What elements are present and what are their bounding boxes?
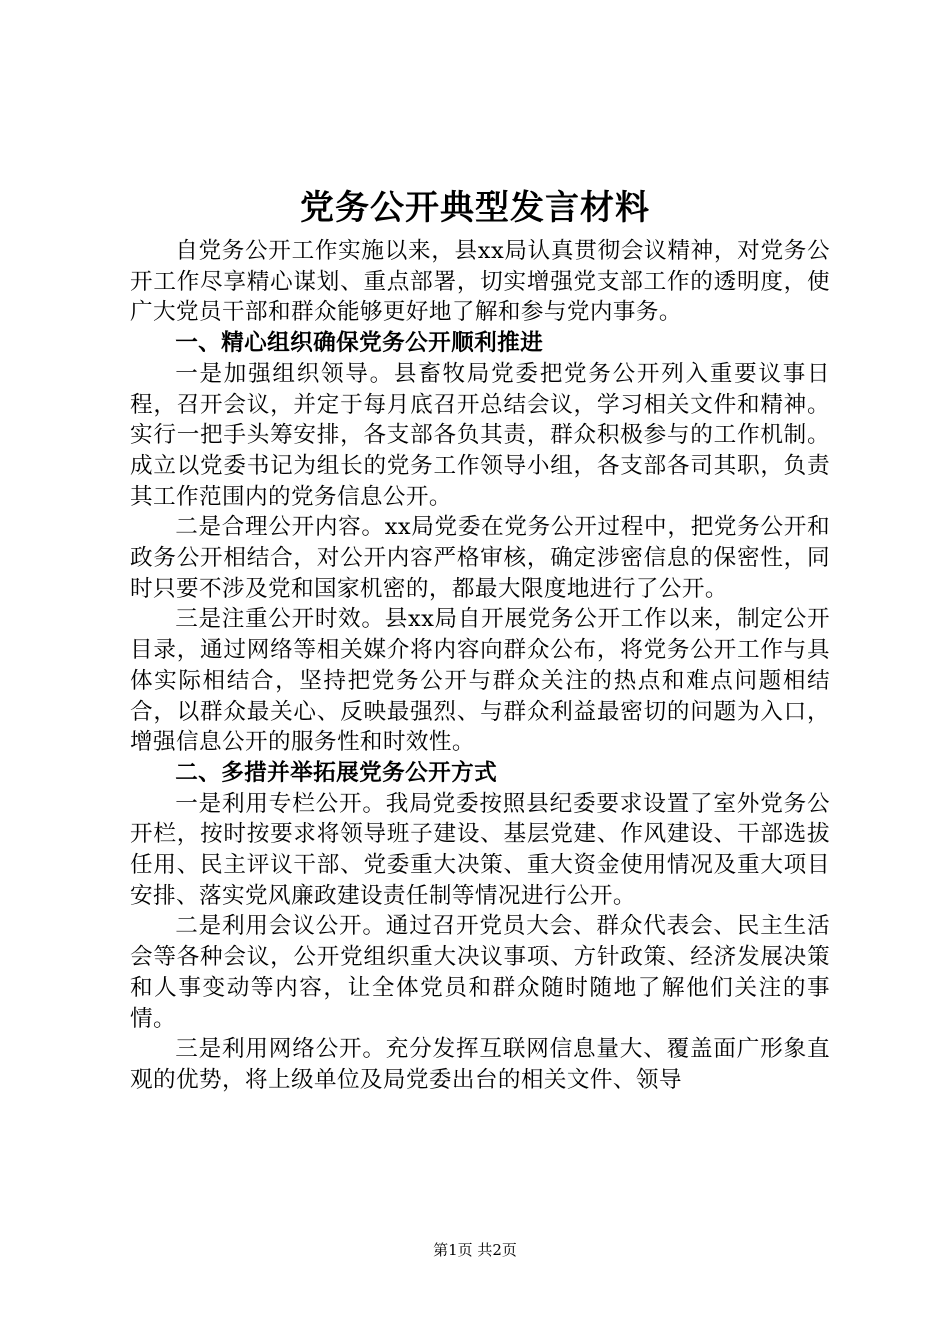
section-heading-1: 一、精心组织确保党务公开顺利推进 (175, 330, 544, 357)
document-body (130, 236, 830, 1096)
page-footer: 第1页 共2页 (433, 1241, 517, 1259)
section-heading-2: 二、多措并举拓展党务公开方式 (175, 759, 498, 786)
paragraph: 三是利用网络公开。充分发挥互联网信息量大、覆盖面广形象直观的优势，将上级单位及局党委出台的相关文件、领导 (130, 1036, 830, 1093)
paragraph: 一是加强组织领导。县畜牧局党委把党务公开列入重要议事日程，召开会议，并定于每月底召开总结会议，学习相关文件和精神。实行一把手头筹安排，各支部各负其责，群众积极参与的工作机制。成立以党委书记为组长的党务工作领导小组，各支部各司其职，负责其工作范围内的党务信息公开。 (130, 360, 830, 510)
document-title: 党务公开典型发言材料 (300, 188, 650, 228)
paragraph: 二是利用会议公开。通过召开党员大会、群众代表会、民主生活会等各种会议，公开党组织重大决议事项、方针政策、经济发展决策和人事变动等内容，让全体党员和群众随时随地了解他们关注的事情。 (130, 913, 830, 1032)
paragraph-intro: 自党务公开工作实施以来，县xx局认真贯彻会议精神，对党务公开工作尽享精心谋划、重点部署，切实增强党支部工作的透明度，使广大党员干部和群众能够更好地了解和参与党内事务。 (130, 238, 830, 326)
paragraph: 二是合理公开内容。xx局党委在党务公开过程中，把党务公开和政务公开相结合，对公开内容严格审核，确定涉密信息的保密性，同时只要不涉及党和国家机密的，都最大限度地进行了公开。 (130, 514, 830, 602)
paragraph: 一是利用专栏公开。我局党委按照县纪委要求设置了室外党务公开栏，按时按要求将领导班子建设、基层党建、作风建设、干部选拔任用、民主评议干部、党委重大决策、重大资金使用情况及重大项目安排、落实党风廉政建设责任制等情况进行公开。 (130, 790, 830, 909)
paragraph: 三是注重公开时效。县xx局自开展党务公开工作以来，制定公开目录，通过网络等相关媒介将内容向群众公布，将党务公开工作与具体实际相结合，坚持把党务公开与群众关注的热点和难点问题相结合，以群众最关心、反映最强烈、与群众利益最密切的问题为入口，增强信息公开的服务性和时效性。 (130, 606, 830, 756)
